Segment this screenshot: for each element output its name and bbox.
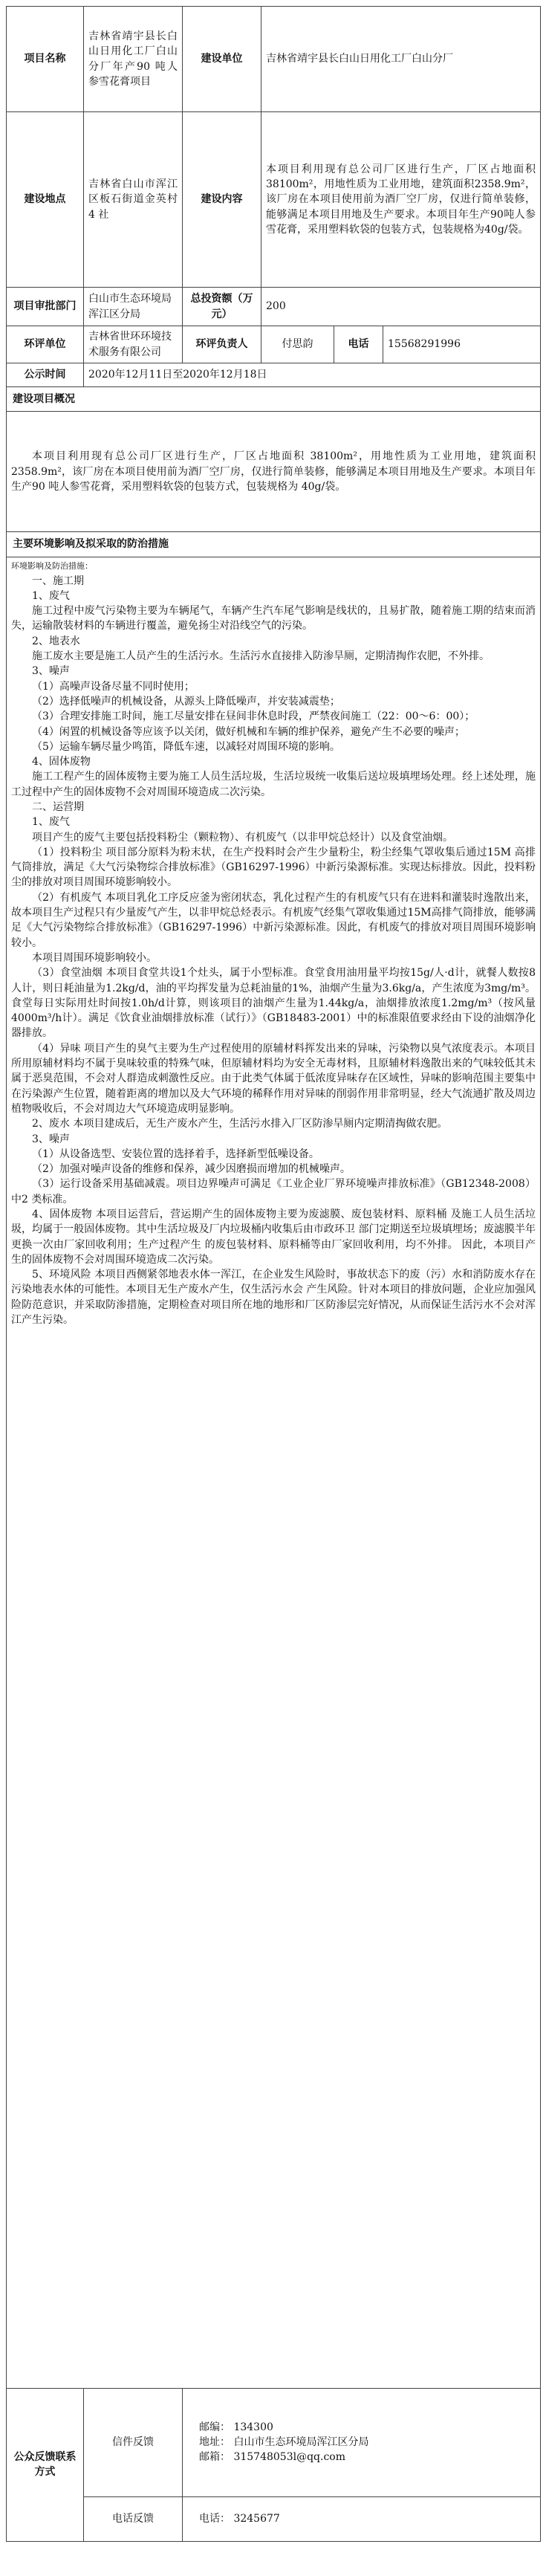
phone-value: 15568291996 xyxy=(383,326,541,363)
label-total-invest: 总投资额（万元） xyxy=(183,288,261,326)
measures-paragraph: （1）从设备选型、安装位置的选择着手，选择新型低噪设备。 xyxy=(32,1148,319,1160)
measures-paragraph: 2、地表水 xyxy=(32,635,80,647)
label-phone-feedback: 电话反馈 xyxy=(84,2496,183,2541)
measures-paragraph: 4、固体废物 本项目运营后，营运期产生的固体废物主要为废滤膜、废包装材料、原料桶 及施工人员生活垃圾，均属于一般固体废物。其中生活垃圾及厂内垃圾桶内收集后由市政环卫 部门定期送至垃圾填埋场；废滤膜半年更换一次由厂家回收利用；生产过程产生 的废包装材料、原料桶等由厂家回收利用，均不外排。 因此，本项目产生的固体废物不会对周围环境造成二次污染。 xyxy=(11,1208,536,1266)
eia-unit-value: 吉林省世环环境技术服务有限公司 xyxy=(84,326,183,363)
measures-list xyxy=(11,574,536,1328)
overview-paragraph: 本项目利用现有总公司厂区进行生产，厂区占地面积 38100m²，用地性质为工业用地，建筑面积2358.9m²，该厂房在本项目使用前为酒厂空厂房，仅进行简单装修，能够满足本项目用地及生产要求。本项目年生产90 吨人参雪花膏，采用塑料软袋的包装方式，包装规格为 40g/袋。 xyxy=(11,450,536,493)
row-measures-title xyxy=(7,532,541,557)
label-letter-feedback: 信件反馈 xyxy=(84,2388,183,2496)
measures-paragraph: （3）运行设备采用基础减震。项目边界噪声可满足《工业企业厂界环境噪声排放标准》（GB12348-2008）中2 类标准。 xyxy=(11,1178,536,1206)
measures-paragraph: 项目产生的废气主要包括投料粉尘（颗粒物）、有机废气（以非甲烷总烃计）以及食堂油烟。 xyxy=(32,831,453,844)
measures-paragraph: （5）运输车辆尽量少鸣笛，降低车速，以减轻对周围环境的影响。 xyxy=(32,740,340,753)
row-measures-body xyxy=(7,557,541,2388)
label-build-unit: 建设单位 xyxy=(183,7,261,112)
measures-subhead: 环境影响及防治措施： xyxy=(11,560,93,571)
row-public-period xyxy=(7,363,541,387)
measures-paragraph: （4）异味 项目产生的臭气主要为生产过程使用的原辅材料挥发出来的异味，污染物以臭气浓度表示。本项目所用原辅材料均不属于臭味较重的特殊气味，但原辅材料均为安全无毒材料，且原辅材料逸散出来的气味较低其未属于恶臭范围，不会对人群造成刺激性反应。由于此类气体属于低浓度异味存在区域性，异味的影响范围主要集中在污染源产生位置，随着距离的增加以及大气环境的稀释作用对异味的削弱作用非常明显，经大气流通扩散及周边植物吸收后，不会对周边大气环境造成明显影响。 xyxy=(11,1042,536,1115)
row-feedback-letter xyxy=(7,2388,541,2496)
feedback-address: 地址： 白山市生态环境局浑江区分局 xyxy=(199,2436,369,2448)
build-unit-value: 吉林省靖宇县长白山日用化工厂白山分厂 xyxy=(261,7,541,112)
measures-paragraph: （1）投料粉尘 项目部分原料为粉末状，在生产投料时会产生少量粉尘，粉尘经集气罩收集后通过15M 高排气筒排放，满足《大气污染物综合排放标准》（GB16297-1996）中新污染源标准。实现达标排放。因此，投料粉尘的排放对项目周围环境影响较小。 xyxy=(11,846,536,889)
row-eia xyxy=(7,326,541,363)
overview-body xyxy=(7,412,541,532)
measures-paragraph: 1、废气 xyxy=(32,589,70,602)
label-build-content: 建设内容 xyxy=(183,112,261,288)
measures-body xyxy=(7,557,541,2388)
label-project-name: 项目名称 xyxy=(7,7,84,112)
feedback-email[interactable]: 邮箱： 315748053l@qq.com xyxy=(199,2451,346,2464)
measures-paragraph: 3、噪声 xyxy=(32,665,70,678)
measures-paragraph: 施工过程中废气污染物主要为车辆尾气，车辆产生汽车尾气影响是线状的，且易扩散，随着施工期的结束而消失，运输散装材料的车辆进行覆盖，避免扬尘对沿线空气的污染。 xyxy=(11,605,536,632)
project-name-value: 吉林省靖宇县长白山日用化工厂白山分厂年产90 吨人参雪花膏项目 xyxy=(84,7,183,112)
eia-person-value: 付思韵 xyxy=(261,326,334,363)
row-feedback-phone xyxy=(7,2496,541,2541)
total-invest-value: 200 xyxy=(261,288,541,326)
feedback-phone-number[interactable]: 电话： 3245677 xyxy=(199,2512,280,2525)
measures-paragraph: 施工工程产生的固体废物主要为施工人员生活垃圾，生活垃圾统一收集后送垃圾填埋场处理。经上述处理，施工过程中产生的固体废物不会对周围环境造成二次污染。 xyxy=(11,771,536,798)
measures-paragraph: 4、固体废物 xyxy=(32,756,91,768)
measures-paragraph: 5、环境风险 本项目西侧紧邻地表水体一浑江，在企业发生风险时，事故状态下的废（污）水和消防废水存在污染地表水体的可能性。本项目无生产废水产生，仅生活污水会 产生风险。针对本项目的排放问题，企业应加强风险防范意识，并采取防渗措施，定期检查对项目所在地的地形和厂区防渗层完好情况，从而保证生活污水不会对浑江产生污染。 xyxy=(11,1269,536,1327)
measures-paragraph: （1）高噪声设备尽量不同时使用； xyxy=(32,680,195,693)
row-overview-text xyxy=(7,412,541,532)
feedback-zip: 邮编： 134300 xyxy=(199,2421,273,2433)
measures-paragraph: （4）闲置的机械设备等应该予以关闭，做好机械和车辆的维护保养，避免产生不必要的噪声； xyxy=(32,725,465,738)
label-public-period: 公示时间 xyxy=(7,363,84,387)
public-period-value: 2020年12月11日至2020年12月18日 xyxy=(84,363,541,387)
build-location-value: 吉林省白山市浑江区板石街道金英村 4 社 xyxy=(84,112,183,288)
label-public-feedback: 公众反馈联系方式 xyxy=(7,2388,84,2541)
label-eia-person: 环评负责人 xyxy=(183,326,261,363)
approval-dept-value: 白山市生态环境局浑江区分局 xyxy=(84,288,183,326)
label-eia-unit: 环评单位 xyxy=(7,326,84,363)
label-build-location: 建设地点 xyxy=(7,112,84,288)
row-approval xyxy=(7,288,541,326)
measures-paragraph: 施工废水主要是施工人员产生的生活污水。生活污水直接排入防渗旱厕，定期清掏作农肥，不外排。 xyxy=(32,650,490,663)
measures-paragraph: （3）食堂油烟 本项目食堂共设1个灶头，属于小型标准。食堂食用油用量平均按15g/人·d计，就餐人数按8人计，则日耗油量为1.2kg/d，油的平均挥发量为总耗油量的1%，油烟产生量为3.6kg/a，产生浓度为3mg/m³。食堂每日实际用灶时间按1.0h/d计算，则该项目的油烟产生量为1.44kg/a，油烟排放浓度1.2mg/m³（按风量4000m³/h计）。满足《饮食业油烟排放标准（试行）》（GB18483-2001）中的标准限值要求经由下设的油烟净化器排放。 xyxy=(11,967,536,1040)
build-content-value: 本项目利用现有总公司厂区进行生产，厂区占地面积38100m²，用地性质为工业用地，建筑面积2358.9m²，该厂房在本项目使用前为酒厂空厂房，仅进行简单装修，能够满足本项目用地及生产要求。本项目年生产90吨人参雪花膏，采用塑料软袋的包装方式，包装规格为40g/袋。 xyxy=(261,112,541,288)
measures-paragraph: 1、废气 xyxy=(32,816,70,829)
measures-paragraph: 二、运营期 xyxy=(32,800,84,813)
row-overview-title xyxy=(7,387,541,412)
measures-paragraph: （2）有机废气 本项目乳化工序反应釜为密闭状态，乳化过程产生的有机废气只有在进料和灌装时逸散出来，故本项目生产过程只有少量废气产生，以非甲烷总烃表示。有机废气经集气罩收集通过15M高排气筒排放，能够满足《大气污染物综合排放标准》（GB16297-1996）中新污染源标准。因此，有机废气的排放对项目周围环境影响较小。 xyxy=(11,891,536,949)
phone-feedback-info xyxy=(183,2496,541,2541)
notice-table xyxy=(6,6,541,2542)
measures-paragraph: 一、施工期 xyxy=(32,575,84,587)
label-approval-dept: 项目审批部门 xyxy=(7,288,84,326)
measures-paragraph: 本项目周围环境影响较小。 xyxy=(32,951,157,964)
overview-title: 建设项目概况 xyxy=(7,387,541,412)
measures-paragraph: （2）选择低噪声的机械设备，从源头上降低噪声，并安装减震垫； xyxy=(32,695,340,708)
label-phone: 电话 xyxy=(334,326,383,363)
measures-title: 主要环境影响及拟采取的防治措施 xyxy=(7,532,541,557)
row-project-name xyxy=(7,7,541,112)
measures-paragraph: （2）加强对噪声设备的维修和保养，减少因磨损而增加的机械噪声。 xyxy=(32,1163,351,1176)
measures-paragraph: 2、废水 本项目建成后，无生产废水产生，生活污水排入厂区防渗旱厕内定期清掏做农肥。 xyxy=(32,1118,448,1130)
letter-feedback-info xyxy=(183,2388,541,2496)
measures-paragraph: （3）合理安排施工时间，施工尽量安排在昼间非休息时段，严禁夜间施工（22：00～6：00）； xyxy=(32,711,475,723)
measures-paragraph: 3、噪声 xyxy=(32,1133,70,1145)
row-build-location xyxy=(7,112,541,288)
